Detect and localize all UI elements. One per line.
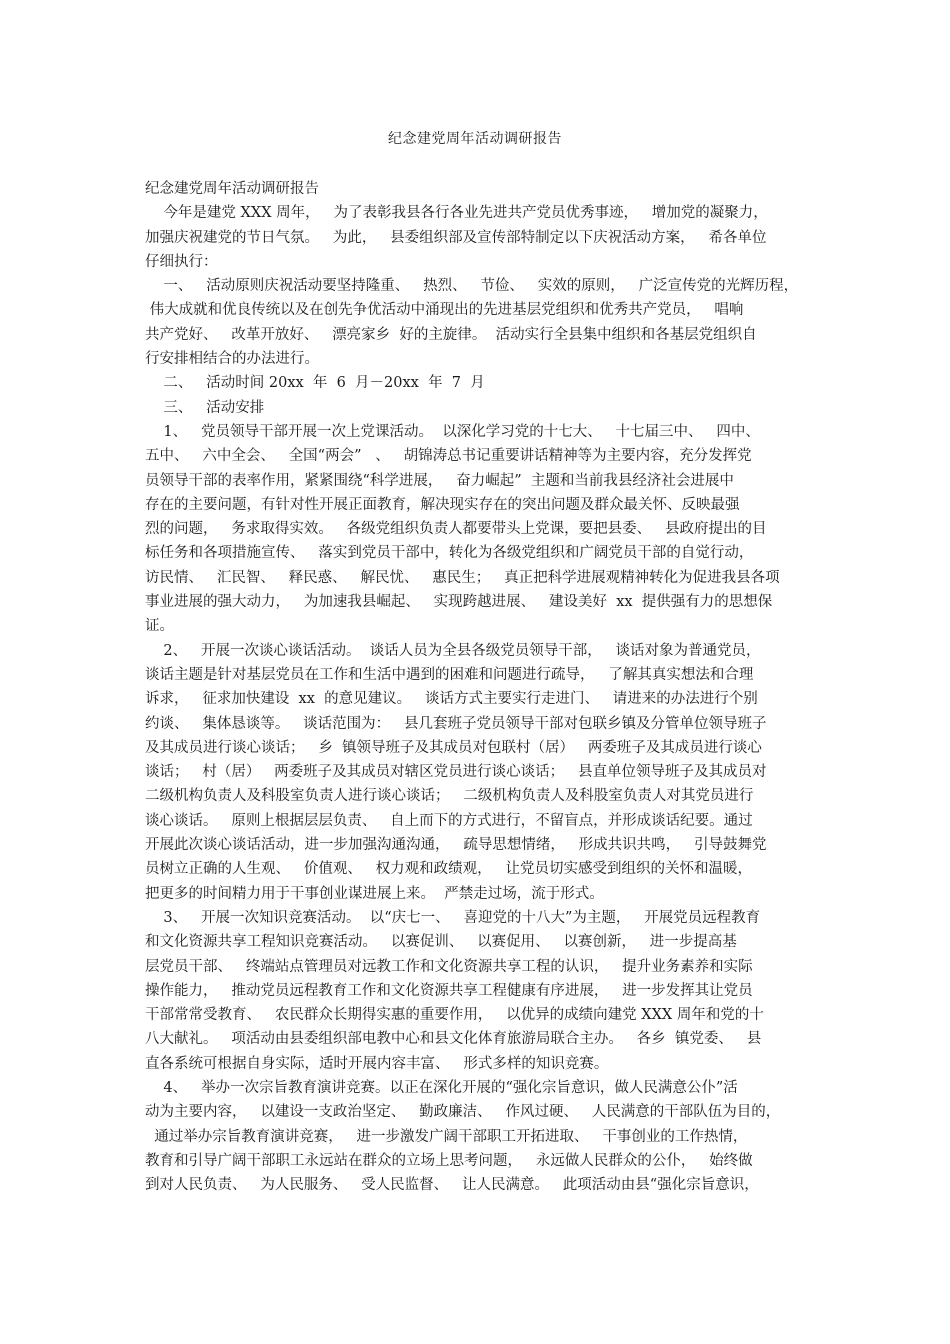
text-line: 仔细执行： xyxy=(145,253,218,270)
text-line: 3、 开展一次知识竞赛活动。 以“庆七一、 喜迎党的十八大”为主题， 开展党员远程教育 xyxy=(145,909,761,926)
text-line: 二级机构负责人及科股室负责人进行谈心谈话； 二级机构负责人及科股室负责人对其党员进行 xyxy=(145,788,754,805)
document-body xyxy=(145,177,813,1197)
text-line: 和文化资源共享工程知识竞赛活动。 以赛促训、 以赛促用、 以赛创新， 进一步提高基 xyxy=(145,934,737,951)
text-line: 员树立正确的人生观、 价值观、 权力观和政绩观， 让党员切实感受到组织的关怀和温暖， xyxy=(145,861,752,878)
text-line: 层党员干部、 终端站点管理员对远教工作和文化资源共享工程的认识， 提升业务素养和实际 xyxy=(145,958,753,975)
text-line: 伟大成就和优良传统以及在创先争优活动中涌现出的先进基层党组织和优秀共产党员， 唱响 xyxy=(145,302,744,319)
text-line: 共产党好、 改革开放好、 漂亮家乡 好的主旋律。 活动实行全县集中组织和各基层党组织自 xyxy=(145,326,757,343)
text-line: 通过举办宗旨教育演讲竞赛， 进一步激发广阔干部职工开拓进取、 干事创业的工作热情， xyxy=(145,1128,748,1145)
document-title: 纪念建党周年活动调研报告 xyxy=(388,131,562,147)
text-line: 动为主要内容， 以建设一支政治坚定、 勤政廉洁、 作风过硬、 人民满意的干部队伍为目的， xyxy=(145,1104,781,1121)
text-line: 操作能力， 推动党员远程教育工作和文化资源共享工程健康有序进展， 进一步发挥其让党员 xyxy=(145,982,753,999)
text-line: 约谈、 集体恳谈等。 谈话范围为： 县几套班子党员领导干部对包联乡镇及分管单位领导班子 xyxy=(145,715,767,732)
text-line: 二、 活动时间 20xx 年 6 月－20xx 年 7 月 xyxy=(145,375,485,392)
text-line: 诉求， 征求加快建设 xx 的意见建议。 谈话方式主要实行走进门、 请进来的办法进行个别 xyxy=(145,691,758,708)
text-line: 谈心谈话。 原则上根据层层负责、 自上而下的方式进行，不留盲点，并形成谈话纪要。通过 xyxy=(145,812,753,829)
text-line: 加强庆祝建党的节日气氛。 为此， 县委组织部及宣传部特制定以下庆祝活动方案， 希各单位 xyxy=(145,229,767,246)
text-line: 行安排相结合的办法进行。 xyxy=(145,351,319,368)
text-line: 事业进展的强大动力， 为加速我县崛起、 实现跨越进展、 建设美好 xx 提供强有力的思想保 xyxy=(145,594,773,611)
text-line: 五中、 六中全会、 全国“两会” 、 胡锦涛总书记重要讲话精神等为主要内容，充分发挥党 xyxy=(145,448,752,465)
text-line: 烈的问题， 务求取得实效。 各级党组织负责人都要带头上党课，要把县委、 县政府提出的目 xyxy=(145,521,767,538)
text-line: 干部常常受教育、 农民群众长期得实惠的重要作用， 以优异的成绩向建党 XXX 周年和党的十 xyxy=(145,1007,764,1024)
text-line: 存在的主要问题，有针对性开展正面教育，解决现实存在的突出问题及群众最关怀、反映最强 xyxy=(145,496,740,513)
text-line: 员领导干部的表率作用，紧紧围绕“科学进展， 奋力崛起” 主题和当前我县经济社会进展中 xyxy=(145,472,734,489)
text-line: 教育和引导广阔干部职工永远站在群众的立场上思考问题， 永远做人民群众的公仆， 始终做 xyxy=(145,1152,753,1169)
text-line: 谈话； 村（居） 两委班子及其成员对辖区党员进行谈心谈话； 县直单位领导班子及其成员对 xyxy=(145,764,767,781)
text-line: 八大献礼。 项活动由县委组织部电教中心和县文化体育旅游局联合主办。 各乡 镇党委、 县 xyxy=(145,1031,762,1048)
text-line: 一、 活动原则庆祝活动要坚持隆重、 热烈、 节俭、 实效的原则， 广泛宣传党的光辉历程， xyxy=(145,278,799,295)
text-line: 纪念建党周年活动调研报告 xyxy=(145,181,319,197)
text-line: 标任务和各项措施宣传、 落实到党员干部中，转化为各级党组织和广阔党员干部的自觉行动， xyxy=(145,545,754,562)
text-line: 三、 活动安排 xyxy=(145,399,265,416)
text-line: 4、 举办一次宗旨教育演讲竞赛。以正在深化开展的“强化宗旨意识，做人民满意公仆”活 xyxy=(145,1079,738,1096)
text-line: 今年是建党 XXX 周年， 为了表彰我县各行各业先进共产党员优秀事迹， 增加党的凝聚力， xyxy=(145,205,768,222)
text-line: 2、 开展一次谈心谈话活动。 谈话人员为全县各级党员领导干部， 谈话对象为普通党员， xyxy=(145,642,761,659)
text-line: 把更多的时间精力用于干事创业谋进展上来。 严禁走过场，流于形式。 xyxy=(145,885,604,902)
text-line: 及其成员进行谈心谈话； 乡 镇领导班子及其成员对包联村（居） 两委班子及其成员进行谈心 xyxy=(145,739,762,756)
text-line: 直各系统可根据自身实际，适时开展内容丰富、 形式多样的知识竞赛。 xyxy=(145,1055,609,1072)
text-line: 访民情、 汇民智、 释民惑、 解民忧、 惠民生； 真正把科学进展观精神转化为促进我县各项 xyxy=(145,569,780,586)
text-line: 开展此次谈心谈话活动，进一步加强沟通沟通， 疏导思想情绪， 形成共识共鸣， 引导鼓舞党 xyxy=(145,837,767,854)
text-line: 谈话主题是针对基层党员在工作和生活中遇到的困难和问题进行疏导， 了解其真实想法和合理 xyxy=(145,666,754,683)
text-line: 1、 党员领导干部开展一次上党课活动。 以深化学习党的十七大、 十七届三中、 四中、 xyxy=(145,423,760,440)
text-line: 到对人民负责、 为人民服务、 受人民监督、 让人民满意。 此项活动由县“强化宗旨意识， xyxy=(145,1177,759,1194)
text-line: 证。 xyxy=(145,618,174,635)
